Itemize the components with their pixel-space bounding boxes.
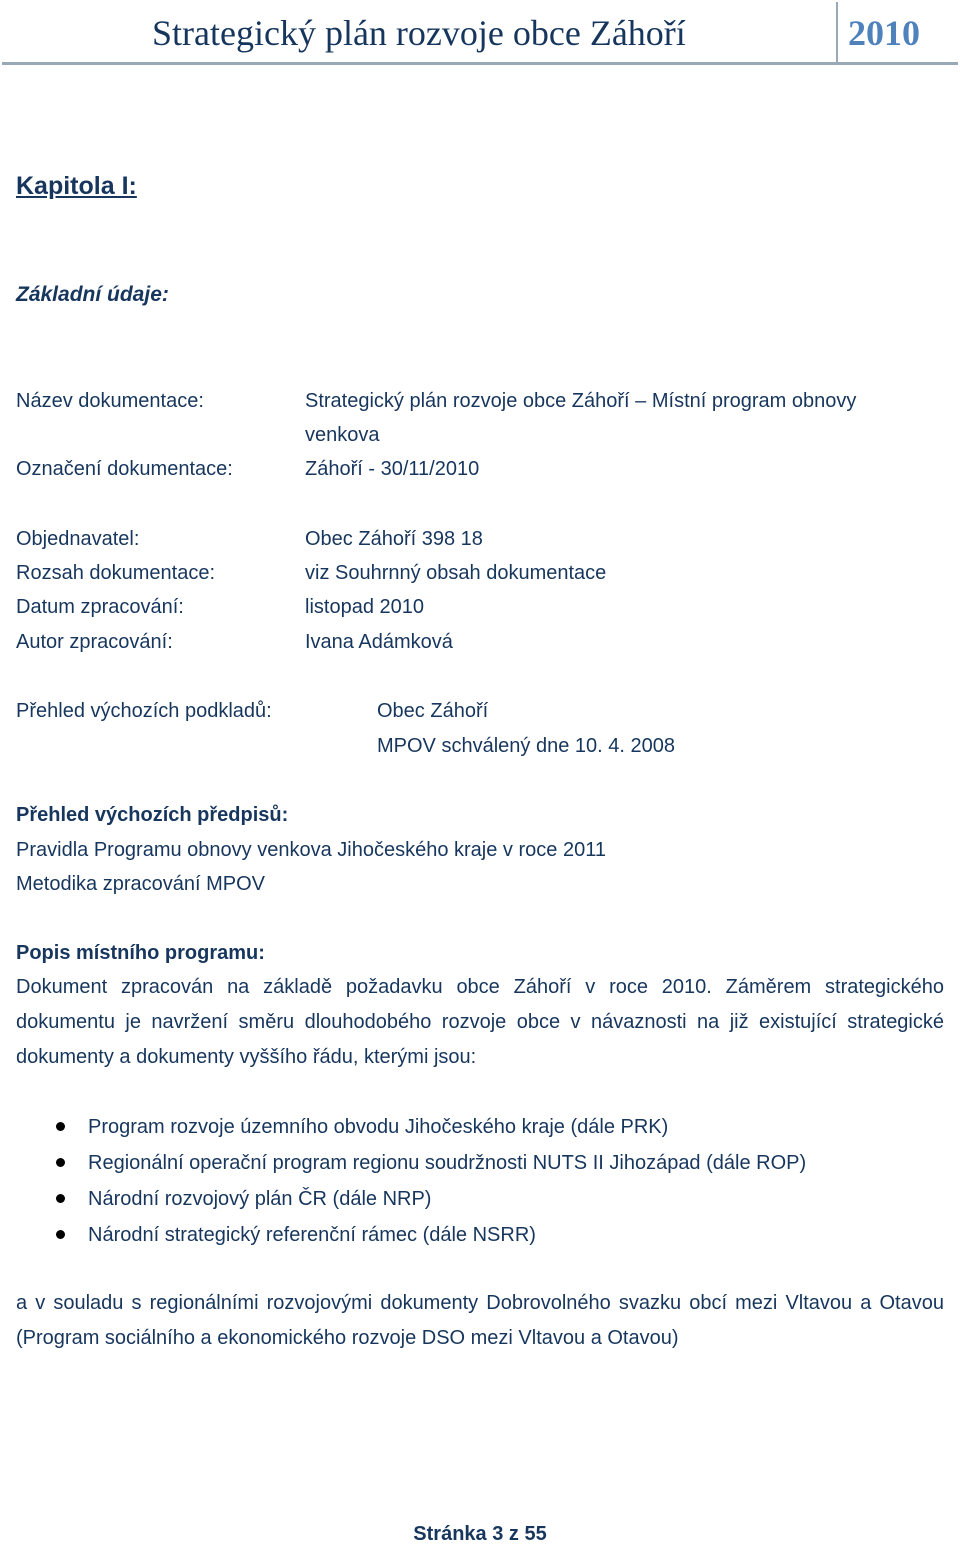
basic-data-heading: Základní údaje: bbox=[16, 283, 169, 306]
oznaceni-value: Záhoří - 30/11/2010 bbox=[305, 458, 480, 480]
predpisy-heading: Přehled výchozích předpisů: bbox=[16, 804, 289, 826]
predpisy-line-2: Metodika zpracování MPOV bbox=[16, 873, 265, 895]
predpisy-line-1: Pravidla Programu obnovy venkova Jihočeského kraje v roce 2011 bbox=[16, 839, 606, 861]
bullet-dot bbox=[56, 1230, 65, 1239]
objednavatel-value: Obec Záhoří 398 18 bbox=[305, 528, 483, 550]
nazev-label: Název dokumentace: bbox=[16, 390, 204, 412]
list-item: Regionální operační program regionu soudržnosti NUTS II Jihozápad (dále ROP) bbox=[16, 1145, 806, 1181]
datum-value: listopad 2010 bbox=[305, 596, 424, 618]
nazev-value-line1: Strategický plán rozvoje obce Záhoří – Místní program obnovy bbox=[305, 390, 857, 412]
oznaceni-label: Označení dokumentace: bbox=[16, 458, 233, 480]
bullet-list bbox=[16, 1109, 806, 1253]
autor-value: Ivana Adámková bbox=[305, 631, 453, 653]
rozsah-value: viz Souhrnný obsah dokumentace bbox=[305, 562, 607, 584]
objednavatel-label: Objednavatel: bbox=[16, 528, 140, 550]
bullet-dot bbox=[56, 1158, 65, 1167]
page-header bbox=[0, 0, 960, 64]
chapter-title: Kapitola I: bbox=[16, 172, 137, 200]
bullet-dot bbox=[56, 1194, 65, 1203]
list-item: Národní rozvojový plán ČR (dále NRP) bbox=[16, 1181, 806, 1217]
autor-label: Autor zpracování: bbox=[16, 631, 173, 653]
nazev-value-line2: venkova bbox=[305, 424, 380, 446]
podklady-label: Přehled výchozích podkladů: bbox=[16, 700, 272, 722]
bullet-dot bbox=[56, 1122, 65, 1131]
list-item: Program rozvoje územního obvodu Jihočeského kraje (dále PRK) bbox=[16, 1109, 806, 1145]
podklady-value-1: Obec Záhoří bbox=[377, 700, 489, 722]
page-number: Stránka 3 z 55 bbox=[413, 1523, 547, 1545]
popis-paragraph: Dokument zpracován na základě požadavku obce Záhoří v roce 2010. Záměrem strategického dokumentu je navržení směru dlouhodobého rozvoje obce v návaznosti na již existující strategické dokumenty a dokumenty vyššího řádu, kterými jsou: bbox=[16, 976, 944, 1068]
popis-heading: Popis místního programu: bbox=[16, 942, 265, 964]
closing-paragraph: a v souladu s regionálními rozvojovými dokumenty Dobrovolného svazku obcí mezi Vltavou a Otavou (Program sociálního a ekonomického rozvoje DSO mezi Vltavou a Otavou) bbox=[16, 1292, 944, 1349]
header-separator bbox=[836, 2, 838, 62]
header-title: Strategický plán rozvoje obce Záhoří bbox=[152, 13, 686, 53]
podklady-value-2: MPOV schválený dne 10. 4. 2008 bbox=[377, 735, 675, 757]
datum-label: Datum zpracování: bbox=[16, 596, 184, 618]
list-item: Národní strategický referenční rámec (dále NSRR) bbox=[16, 1217, 806, 1253]
rozsah-label: Rozsah dokumentace: bbox=[16, 562, 216, 584]
header-rule bbox=[2, 62, 958, 65]
header-year: 2010 bbox=[848, 13, 920, 53]
